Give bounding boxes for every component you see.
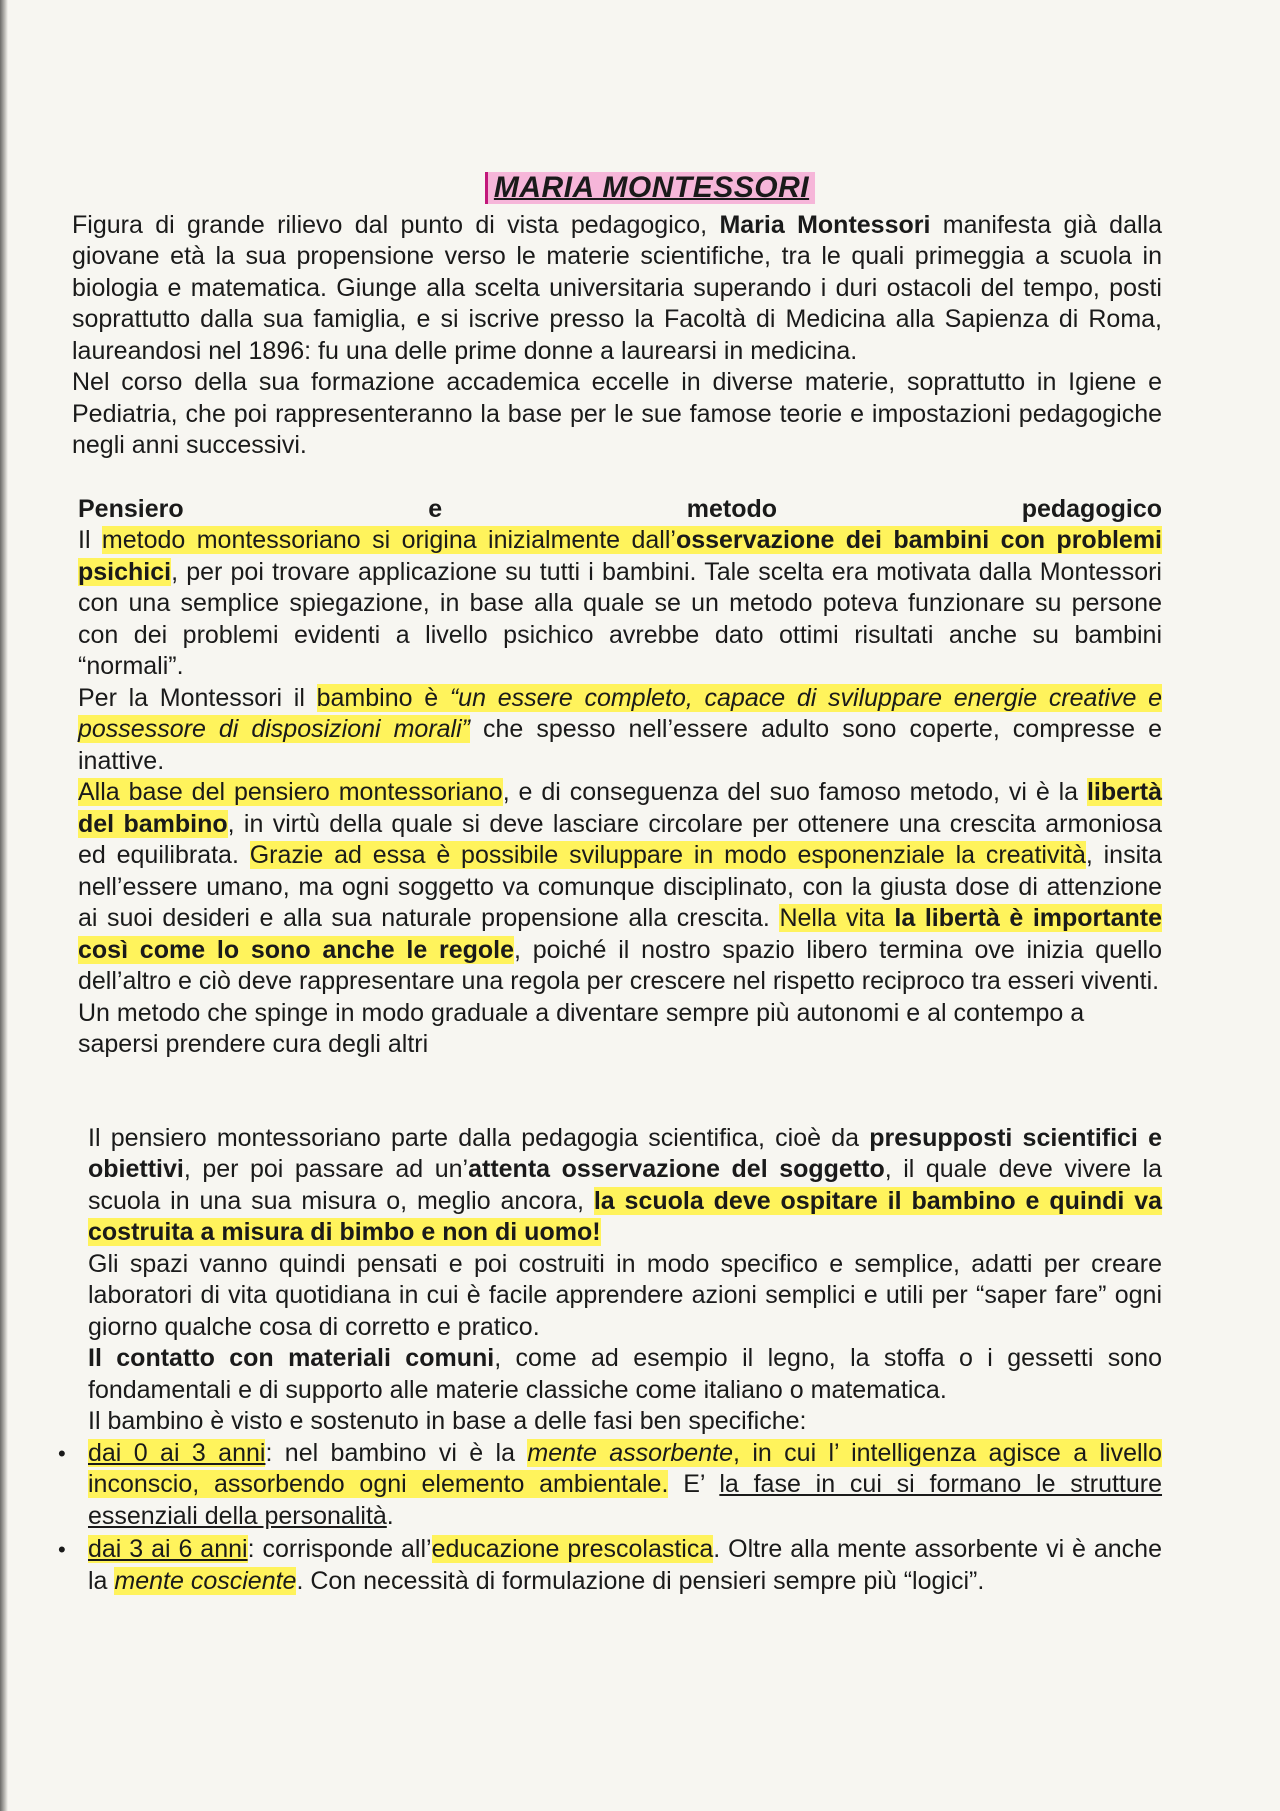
intro-name: Maria Montessori [719,210,931,239]
text: , in virtù della quale si deve lasciare circolare per ottenere una crescita armoniosa ed equilibrata. [78,809,1162,869]
highlight: , in cui l’ intelligenza agisce a livello inconscio, assorbendo ogni elemento ambientale. [88,1438,1163,1498]
intro-text-cont: manifesta già dalla giovane età la sua propensione verso le materie scientifiche, tra le quali primeggia a scuola in biologia e matematica. Giunge alla scelta universitaria superando i duri ostacoli del tempo, posti soprattutto dalla sua famiglia, e si iscrive presso la Facoltà di Medicina alla Sapienza di Roma, laureandosi nel 1896: fu una delle prime donne a laurearsi in medicina. [72,210,1162,365]
section2-paragraph-1 [72,1123,1162,1249]
highlight: bambino è [316,683,450,712]
stage-label: dai 3 ai 6 anni [88,1535,248,1563]
section1-paragraph-2 [72,683,1162,778]
page-edge [0,0,8,1811]
bullet-icon: • [58,1440,66,1466]
highlight: Nella vita [779,904,895,932]
bold-text: Il contatto con materiali comuni [88,1344,495,1372]
highlight: educazione prescolastica [431,1535,714,1563]
text: . Con necessità di formulazione di pensieri sempre più “logici”. [296,1566,985,1595]
title-wrap [72,172,1162,206]
text: . [386,1501,394,1530]
highlight-quote: “un essere completo, capace di sviluppare energie creative e possessore di disposizioni morali” [78,683,1162,743]
text: Il pensiero montessoriano parte dalla pedagogia scientifica, cioè da [88,1123,870,1152]
section1-paragraph-1 [72,525,1162,683]
page-title: MARIA MONTESSORI [485,172,815,204]
section1-heading [72,494,1162,526]
text: . Oltre alla mente assorbente vi è anche la [88,1535,1162,1595]
intro-paragraph-2: Nel corso della sua formazione accademica eccelle in diverse materie, soprattutto in Igiene e Pediatria, che poi rappresenteranno la base per le sue famose teorie e impostazioni pedagogiche negli anni successivi. [72,368,1162,459]
highlight-italic: mente assorbente [527,1438,733,1467]
highlight-bold: la libertà è importante così come lo sono anche le regole [78,904,1163,964]
highlight: Alla base del pensiero montessoriano [78,778,503,806]
section2-paragraph-4: Il bambino è visto e sostenuto in base a delle fasi ben specifiche: [88,1407,807,1435]
section1-paragraph-3 [72,777,1162,998]
text: : nel bambino vi è la [265,1438,528,1467]
text: , insita nell’essere umano, ma ogni soggetto va comunque disciplinato, con la giusta dose di attenzione ai suoi desideri e alla sua naturale propensione alla crescita. [78,841,1162,932]
section1-paragraph-4: Un metodo che spinge in modo graduale a diventare sempre più autonomi e al contempo a sapersi prendere cura degli altri [78,998,1085,1058]
highlight-bold: la scuola deve ospitare il bambino e quindi va costruita a misura di bimbo e non di uomo! [88,1186,1163,1246]
text: , come ad esempio il legno, la stoffa o i gessetti sono fondamentali e di supporto alle materie classiche come italiano o matematica. [88,1344,1162,1404]
list-item-stage-1 [58,1438,1163,1533]
text: che spesso nell’essere adulto sono coperte, compresse e inattive. [78,715,1162,775]
spacer [72,462,1162,494]
highlight: Grazie ad essa è possibile sviluppare in modo esponenziale la creatività [249,841,1086,869]
text: Per la Montessori il [78,683,317,712]
highlight-bold: libertà del bambino [78,778,1163,838]
section2-paragraph-3 [72,1343,1162,1406]
stages-list [58,1438,1163,1598]
underlined-text: la fase in cui si formano le strutture essenziali della personalità [88,1470,1163,1530]
bold-text: presupposti scientifici e obiettivi [88,1123,1162,1183]
text: , poiché il nostro spazio libero termina ove inizia quello dell’altro e ciò deve rappresentare una regola per crescere nel rispetto reciproco tra esseri viventi. [78,935,1162,995]
intro-paragraph-1 [72,210,1162,368]
bullet-icon: • [58,1537,66,1562]
text: Il [78,526,102,554]
section1-heading-text: Pensiero e metodo pedagogico [78,494,1162,523]
text: , per poi trovare applicazione su tutti i bambini. Tale scelta era motivata dalla Montessori con una semplice spiegazione, in base alla quale se un metodo poteva funzionare su persone con dei problemi evidenti a livello psichico avrebbe dato ottimi risultati anche su bambini “normali”. [78,557,1162,680]
section2-paragraph-2: Gli spazi vanno quindi pensati e poi costruiti in modo specifico e semplice, adatti per creare laboratori di vita quotidiana in cui è facile apprendere azioni semplici e utili per “saper fare” ogni giorno qualche cosa di corretto e pratico. [88,1249,1162,1341]
text: , il quale deve vivere la scuola in una sua misura o, meglio ancora, [88,1155,1163,1215]
intro-text: Figura di grande rilievo dal punto di vista pedagogico, [72,210,720,239]
highlight-italic: mente cosciente [114,1566,297,1595]
text: , e di conseguenza del suo famoso metodo, vi è la [502,778,1087,806]
highlight-bold: osservazione dei bambini con problemi psichici [78,526,1162,586]
highlight: metodo montessoriano si origina inizialmente dall’ [101,526,676,554]
text: E’ [668,1470,720,1498]
stage-label: dai 0 ai 3 anni [88,1438,266,1467]
spacer [72,1061,1162,1123]
text: : corrisponde all’ [247,1535,432,1563]
list-item-stage-2 [58,1534,1162,1597]
bold-text: attenta osservazione del soggetto [468,1155,885,1183]
text: , per poi passare ad un’ [183,1155,469,1183]
